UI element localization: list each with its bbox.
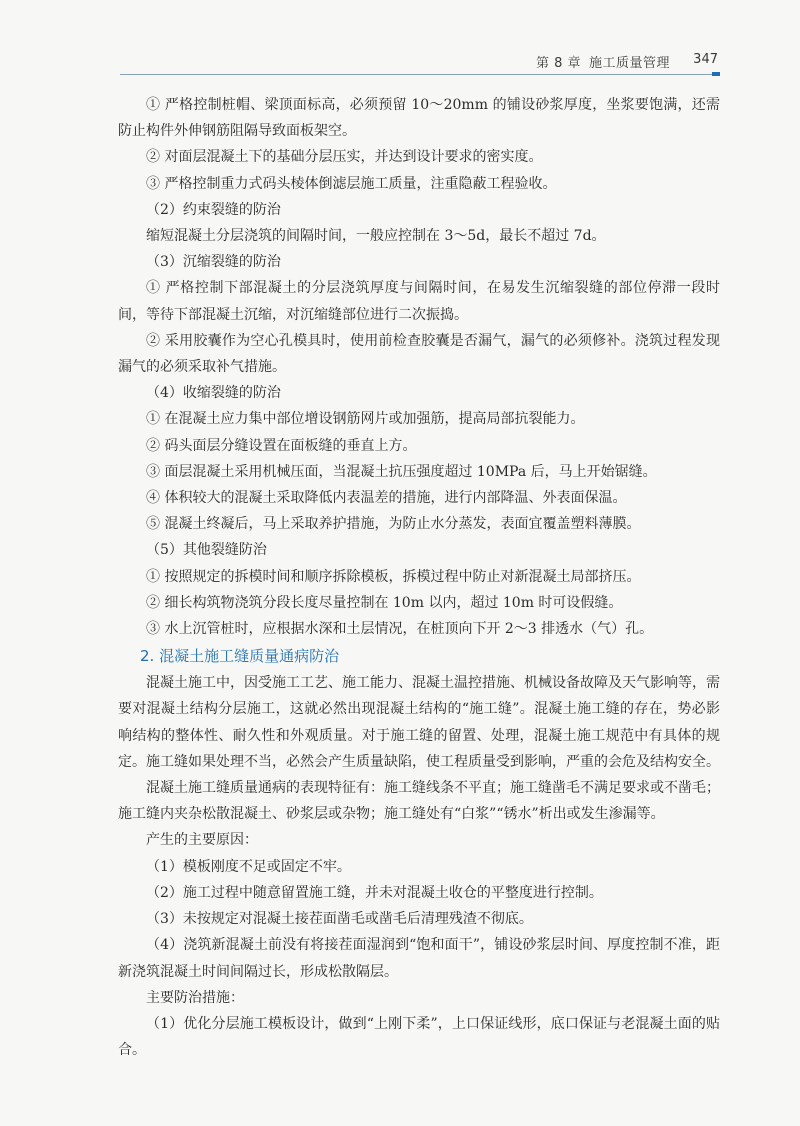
body-paragraph: ① 严格控制下部混凝土的分层浇筑厚度与间隔时间，在易发生沉缩裂缝的部位停滞一段时间，等待下部混凝土沉缩，对沉缩缝部位进行二次振捣。 <box>118 280 720 323</box>
body-paragraph: ① 按照规定的拆模时间和顺序拆除模板，拆模过程中防止对新混凝土局部挤压。 <box>146 568 641 585</box>
chapter-label: 第 8 章 <box>535 56 581 71</box>
body-paragraph: （3）沉缩裂缝的防治 <box>146 254 281 271</box>
body-paragraph: ② 对面层混凝土下的基础分层压实，并达到设计要求的密实度。 <box>146 149 543 166</box>
body-paragraph: 缩短混凝土分层浇筑的间隔时间，一般应控制在 3～5d，最长不超过 7d。 <box>146 228 606 245</box>
running-header <box>536 52 670 71</box>
page-header <box>0 0 800 80</box>
page-number: 347 <box>693 52 718 67</box>
page-body <box>118 92 720 1063</box>
body-paragraph: ① 在混凝土应力集中部位增设钢筋网片或加强筋，提高局部抗裂能力。 <box>146 411 585 428</box>
body-paragraph: 主要防治措施： <box>146 989 244 1006</box>
body-paragraph: （5）其他裂缝防治 <box>146 542 267 559</box>
body-paragraph: 混凝土施工缝质量通病的表现特征有：施工缝线条不平直；施工缝凿毛不满足要求或不凿毛；施工缝内夹杂松散混凝土、砂浆层或杂物；施工缝处有“白浆”“锈水”析出或发生渗漏等。 <box>118 780 720 823</box>
header-accent-mark <box>712 72 720 76</box>
body-paragraph: 混凝土施工中，因受施工工艺、施工能力、混凝土温控措施、机械设备故障及天气影响等，需要对混凝土结构分层施工，这就必然出现混凝土结构的“施工缝”。混凝土施工缝的存在，势必影响结构的整体性、耐久性和外观质量。对于施工缝的留置、处理，混凝土施工规范中有具体的规定。施工缝如果处理不当，必然会产生质量缺陷，使工程质量受到影响，严重的会危及结构安全。 <box>118 675 720 770</box>
body-paragraph: （2）约束裂缝的防治 <box>146 201 281 218</box>
body-paragraph: ② 码头面层分缝设置在面板缝的垂直上方。 <box>146 437 417 454</box>
body-paragraph: ③ 面层混凝土采用机械压面，当混凝土抗压强度超过 10MPa 后，马上开始锯缝。 <box>146 463 657 480</box>
body-paragraph: （2）施工过程中随意留置施工缝，并未对混凝土收仓的平整度进行控制。 <box>146 884 603 901</box>
body-paragraph: ③ 水上沉管桩时，应根据水深和土层情况，在桩顶向下开 2～3 排透水（气）孔。 <box>146 621 654 638</box>
body-paragraph: （1）优化分层施工模板设计，做到“上刚下柔”，上口保证线形，底口保证与老混凝土面的贴合。 <box>118 1015 720 1059</box>
section-heading: 2. 混凝土施工缝质量通病防治 <box>140 647 340 666</box>
chapter-title: 施工质量管理 <box>588 56 670 71</box>
body-paragraph: （4）收缩裂缝的防治 <box>146 385 281 402</box>
body-paragraph: ⑤ 混凝土终凝后，马上采取养护措施，为防止水分蒸发，表面宜覆盖塑料薄膜。 <box>146 516 641 533</box>
body-paragraph: ② 采用胶囊作为空心孔模具时，使用前检查胶囊是否漏气，漏气的必须修补。浇筑过程发现漏气的必须采取补气措施。 <box>118 332 720 376</box>
header-divider <box>120 74 720 75</box>
body-paragraph: ① 严格控制桩帽、梁顶面标高，必须预留 10～20mm 的铺设砂浆厚度，坐浆要饱满，还需防止构件外伸钢筋阻隔导致面板架空。 <box>118 97 720 140</box>
body-paragraph: 产生的主要原因： <box>146 832 258 849</box>
body-paragraph: （4）浇筑新混凝土前没有将接茬面湿润到“饱和面干”，铺设砂浆层时间、厚度控制不准，距新浇筑混凝土时间间隔过长，形成松散隔层。 <box>118 937 720 980</box>
body-paragraph: （3）未按规定对混凝土接茬面凿毛或凿毛后清理残渣不彻底。 <box>146 911 533 928</box>
body-paragraph: ③ 严格控制重力式码头棱体倒滤层施工质量，注重隐蔽工程验收。 <box>146 175 557 192</box>
body-paragraph: ② 细长构筑物浇筑分段长度尽量控制在 10m 以内，超过 10m 时可设假缝。 <box>146 594 623 611</box>
body-paragraph: （1）模板刚度不足或固定不牢。 <box>146 858 351 875</box>
body-paragraph: ④ 体积较大的混凝土采取降低内表温差的措施，进行内部降温、外表面保温。 <box>146 490 627 507</box>
